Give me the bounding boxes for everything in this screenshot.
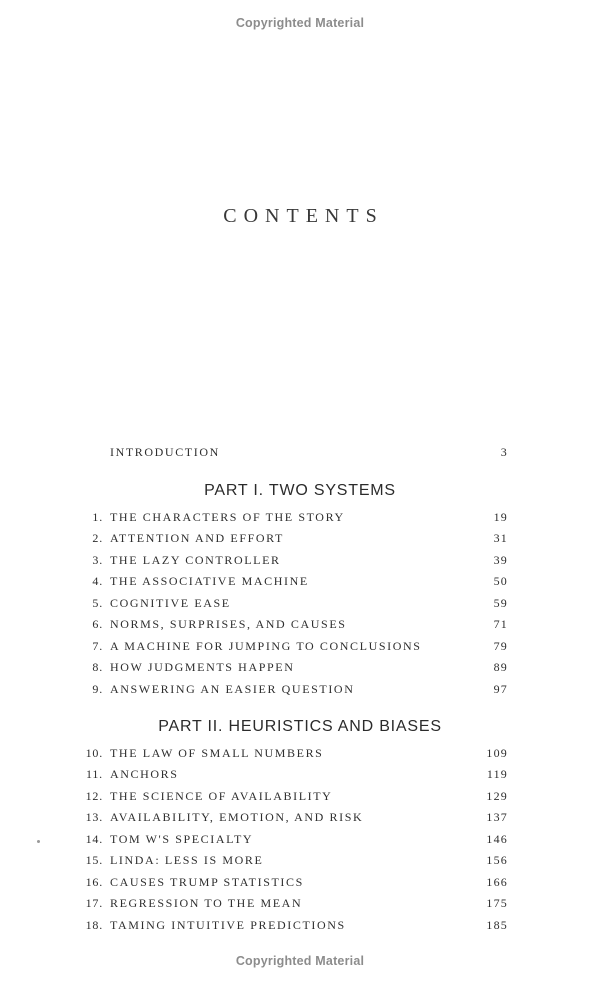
chapter-number: 5.	[92, 595, 103, 610]
chapter-page: 175	[486, 896, 508, 911]
chapter-page: 39	[493, 552, 508, 567]
toc-entry	[80, 789, 508, 810]
toc-entry	[80, 875, 508, 896]
toc-entry	[80, 531, 508, 552]
chapter-title: CAUSES TRUMP STATISTICS	[110, 874, 304, 889]
chapter-number: 12.	[85, 788, 103, 803]
toc-entry	[80, 746, 508, 767]
chapter-title: THE ASSOCIATIVE MACHINE	[110, 574, 309, 589]
chapter-page: 146	[486, 831, 508, 846]
copyright-notice-bottom: Copyrighted Material	[235, 954, 365, 968]
chapter-title: TAMING INTUITIVE PREDICTIONS	[110, 917, 346, 932]
chapter-title: THE CHARACTERS OF THE STORY	[110, 510, 345, 524]
chapter-page: 156	[486, 853, 508, 868]
toc-entry	[80, 617, 508, 638]
chapter-number: 9.	[92, 681, 103, 696]
toc-entry	[80, 918, 508, 939]
chapter-number: 8.	[92, 660, 103, 675]
chapter-page: 129	[486, 788, 508, 803]
chapter-number: 10.	[85, 746, 103, 760]
chapter-number: 6.	[92, 617, 103, 632]
toc-entry	[80, 553, 508, 574]
chapter-title: A MACHINE FOR JUMPING TO CONCLUSIONS	[110, 638, 422, 653]
chapter-page: 19	[493, 510, 508, 524]
toc-entry	[80, 639, 508, 660]
toc-entry-introduction	[80, 445, 508, 466]
introduction-block	[80, 445, 508, 466]
copyright-notice-top: Copyrighted Material	[235, 16, 365, 30]
chapter-title: REGRESSION TO THE MEAN	[110, 896, 303, 911]
toc-entry	[80, 767, 508, 788]
chapter-page: 119	[486, 767, 508, 782]
chapter-title: INTRODUCTION	[110, 445, 220, 459]
toc-entry	[80, 832, 508, 853]
page-title: CONTENTS	[223, 205, 384, 227]
toc-entry	[80, 596, 508, 617]
chapter-number: 17.	[85, 896, 103, 911]
chapter-title: ATTENTION AND EFFORT	[110, 531, 284, 546]
toc-entry	[80, 810, 508, 831]
part2-entries	[80, 746, 508, 939]
chapter-page: 31	[493, 531, 508, 546]
chapter-title: THE LAZY CONTROLLER	[110, 552, 281, 567]
chapter-number: 2.	[92, 531, 103, 546]
chapter-page: 59	[493, 595, 508, 610]
chapter-page: 71	[493, 617, 508, 632]
chapter-page: 79	[493, 638, 508, 653]
chapter-title: NORMS, SURPRISES, AND CAUSES	[110, 617, 347, 632]
chapter-page: 137	[486, 810, 508, 825]
chapter-page: 97	[493, 681, 508, 696]
chapter-title: AVAILABILITY, EMOTION, AND RISK	[110, 810, 364, 825]
chapter-title: HOW JUDGMENTS HAPPEN	[110, 660, 295, 675]
chapter-title: ANSWERING AN EASIER QUESTION	[110, 681, 355, 696]
ink-speck	[37, 840, 40, 843]
toc-entry	[80, 660, 508, 681]
chapter-number: 1.	[92, 510, 103, 524]
chapter-page: 89	[493, 660, 508, 675]
chapter-number: 16.	[85, 874, 103, 889]
chapter-page: 3	[500, 445, 508, 459]
chapter-number: 13.	[85, 810, 103, 825]
toc-entry	[80, 682, 508, 703]
toc-entry	[80, 853, 508, 874]
chapter-title: THE LAW OF SMALL NUMBERS	[110, 746, 324, 760]
chapter-title: COGNITIVE EASE	[110, 595, 231, 610]
chapter-page: 109	[486, 746, 508, 760]
chapter-number: 3.	[92, 552, 103, 567]
chapter-page: 166	[486, 874, 508, 889]
chapter-number: 7.	[92, 638, 103, 653]
toc-entry	[80, 574, 508, 595]
chapter-title: ANCHORS	[110, 767, 179, 782]
chapter-page: 50	[493, 574, 508, 589]
part1-heading: PART I. TWO SYSTEMS	[204, 482, 396, 499]
chapter-number: 11.	[86, 767, 103, 782]
part2-heading: PART II. HEURISTICS AND BIASES	[158, 718, 442, 735]
toc-entry	[80, 896, 508, 917]
chapter-title: TOM W'S SPECIALTY	[110, 831, 254, 846]
chapter-number: 18.	[85, 917, 103, 932]
chapter-number: 14.	[85, 831, 103, 846]
part1-entries	[80, 510, 508, 703]
chapter-page: 185	[486, 917, 508, 932]
toc-entry	[80, 510, 508, 531]
chapter-title: THE SCIENCE OF AVAILABILITY	[110, 788, 333, 803]
chapter-title: LINDA: LESS IS MORE	[110, 853, 264, 868]
chapter-number: 15.	[85, 853, 103, 868]
chapter-number: 4.	[92, 574, 103, 589]
